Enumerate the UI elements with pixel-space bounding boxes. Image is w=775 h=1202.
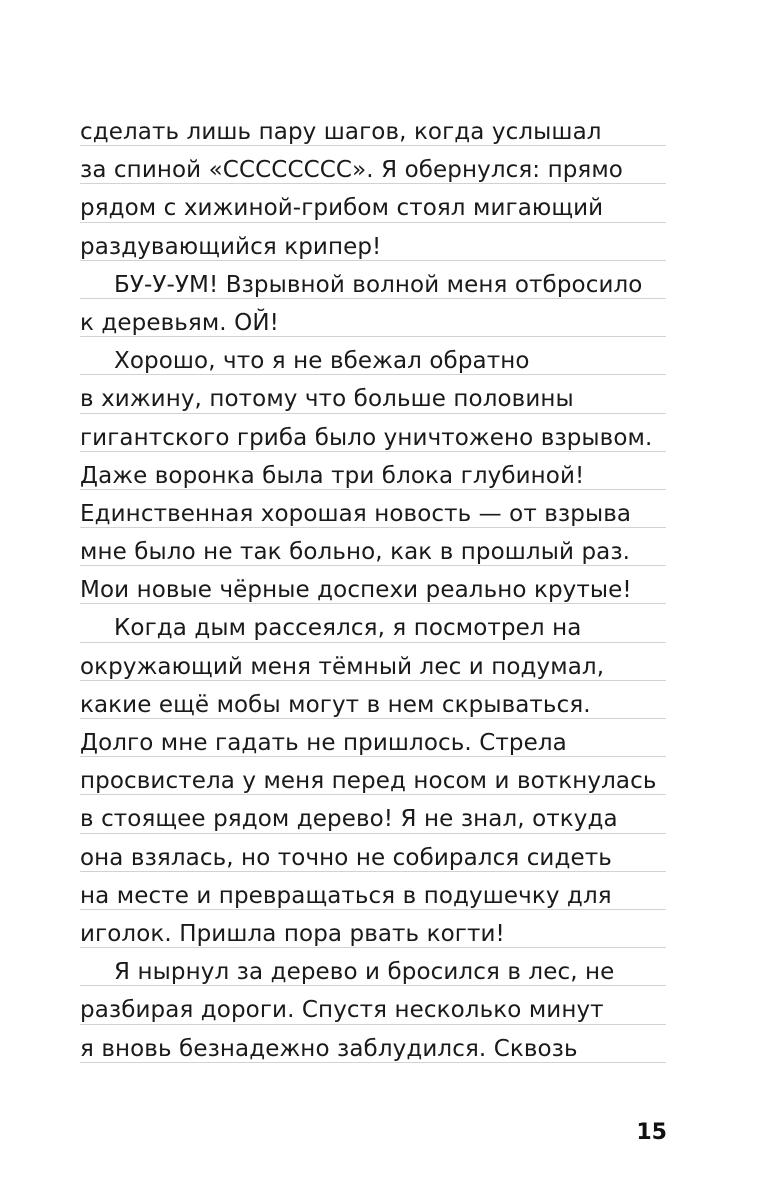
text-line: просвистела у меня перед носом и воткнулась	[80, 757, 666, 795]
text-line: на месте и превращаться в подушечку для	[80, 872, 666, 910]
text-line: я вновь безнадежно заблудился. Сквозь	[80, 1025, 666, 1063]
text-line: разбирая дороги. Спустя несколько минут	[80, 986, 666, 1024]
text-line: Мои новые чёрные доспехи реально крутые!	[80, 566, 666, 604]
text-line: Хорошо, что я не вбежал обратно	[80, 337, 666, 375]
text-line: за спиной «СССССССС». Я обернулся: прямо	[80, 146, 666, 184]
text-line: окружающий меня тёмный лес и подумал,	[80, 643, 666, 681]
text-line: в стоящее рядом дерево! Я не знал, откуда	[80, 795, 666, 833]
text-line: к деревьям. ОЙ!	[80, 299, 666, 337]
text-line: какие ещё мобы могут в нем скрываться.	[80, 681, 666, 719]
ruled-text-body	[80, 108, 666, 1063]
text-line: она взялась, но точно не собирался сидеть	[80, 834, 666, 872]
text-line: Даже воронка была три блока глубиной!	[80, 452, 666, 490]
text-line: Когда дым рассеялся, я посмотрел на	[80, 604, 666, 642]
text-line: Долго мне гадать не пришлось. Стрела	[80, 719, 666, 757]
text-line: БУ-У-УМ! Взрывной волной меня отбросило	[80, 261, 666, 299]
text-line: Единственная хорошая новость — от взрыва	[80, 490, 666, 528]
text-line: раздувающийся крипер!	[80, 223, 666, 261]
text-line: гигантского гриба было уничтожено взрывом.	[80, 414, 666, 452]
text-line: мне было не так больно, как в прошлый раз.	[80, 528, 666, 566]
text-line: иголок. Пришла пора рвать когти!	[80, 910, 666, 948]
text-line: рядом с хижиной-грибом стоял мигающий	[80, 184, 666, 222]
text-line: Я нырнул за дерево и бросился в лес, не	[80, 948, 666, 986]
text-line: в хижину, потому что больше половины	[80, 375, 666, 413]
page-number: 15	[636, 1120, 667, 1145]
text-line: сделать лишь пару шагов, когда услышал	[80, 108, 666, 146]
